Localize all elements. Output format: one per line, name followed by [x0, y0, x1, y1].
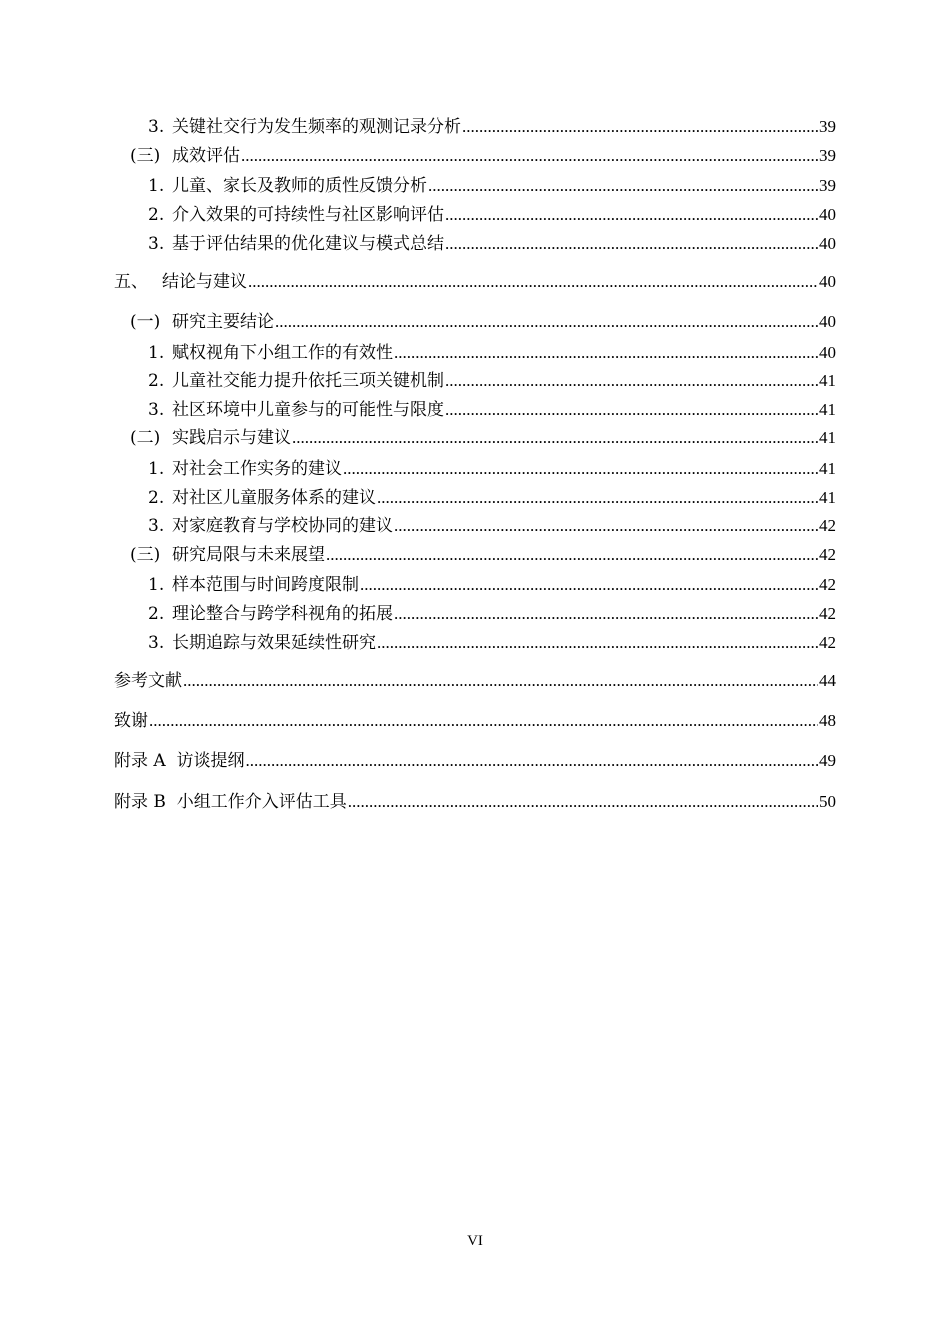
toc-entry-page: 42: [819, 545, 836, 564]
toc-entry[interactable]: [130, 145, 836, 167]
toc-entry-number: (三): [130, 545, 161, 565]
dot-leader: [394, 342, 818, 364]
toc-entry-page: 40: [819, 205, 836, 224]
toc-entry-page: 48: [819, 711, 836, 730]
toc-entry-number: 2.: [148, 604, 165, 624]
dot-leader: [149, 710, 818, 732]
dot-leader: [445, 399, 818, 421]
toc-entry-number: 3.: [148, 633, 165, 653]
toc-entry-number: 3.: [148, 516, 165, 536]
toc-entry-title: 关键社交行为发生频率的观测记录分析: [172, 117, 461, 137]
toc-entry-number: 3.: [148, 234, 165, 254]
toc-entry-number: (三): [130, 146, 161, 166]
dot-leader: [292, 427, 818, 449]
toc-entry-title: 成效评估: [172, 146, 240, 166]
toc-entry[interactable]: [148, 370, 836, 392]
toc-entry[interactable]: [148, 458, 836, 480]
toc-entry-page: 40: [819, 312, 836, 331]
dot-leader: [241, 145, 818, 167]
toc-entry-title: 附录 A 访谈提纲: [114, 751, 245, 771]
dot-leader: [326, 544, 818, 566]
dot-leader: [275, 311, 818, 333]
dot-leader: [428, 175, 818, 197]
toc-entry[interactable]: [114, 710, 836, 732]
toc-entry[interactable]: [130, 427, 836, 449]
dot-leader: [445, 370, 818, 392]
toc-entry-title: 基于评估结果的优化建议与模式总结: [172, 234, 444, 254]
toc-entry-title: 结论与建议: [162, 272, 247, 292]
toc-entry-title: 介入效果的可持续性与社区影响评估: [172, 205, 444, 225]
toc-entry-title: 长期追踪与效果延续性研究: [172, 633, 376, 653]
toc-entry-title: 致谢: [114, 711, 148, 731]
toc-entry[interactable]: [114, 791, 836, 813]
toc-entry-title: 研究局限与未来展望: [172, 545, 325, 565]
toc-entry[interactable]: [130, 311, 836, 333]
dot-leader: [445, 233, 818, 255]
toc-entry-title: 对家庭教育与学校协同的建议: [172, 516, 393, 536]
dot-leader: [462, 116, 818, 138]
toc-entry-page: 42: [819, 604, 836, 623]
toc-entry[interactable]: [114, 670, 836, 692]
toc-entry-page: 41: [819, 371, 836, 390]
dot-leader: [445, 204, 818, 226]
toc-entry-number: (二): [130, 428, 161, 448]
dot-leader: [377, 487, 818, 509]
dot-leader: [183, 670, 818, 692]
toc-entry-title: 社区环境中儿童参与的可能性与限度: [172, 400, 444, 420]
toc-entry-page: 41: [819, 459, 836, 478]
toc-entry-number: 2.: [148, 488, 165, 508]
toc-entry[interactable]: [148, 175, 836, 197]
toc-entry-title: 理论整合与跨学科视角的拓展: [172, 604, 393, 624]
toc-entry-title: 儿童、家长及教师的质性反馈分析: [172, 176, 427, 196]
toc-entry[interactable]: [130, 544, 836, 566]
toc-entry-page: 49: [819, 751, 836, 770]
toc-entry-number: 1.: [148, 459, 165, 479]
toc-entry[interactable]: [148, 487, 836, 509]
toc-entry[interactable]: [148, 574, 836, 596]
dot-leader: [377, 632, 818, 654]
toc-entry-title: 对社区儿童服务体系的建议: [172, 488, 376, 508]
dot-leader: [360, 574, 818, 596]
toc-entry[interactable]: [148, 399, 836, 421]
toc-entry-page: 42: [819, 575, 836, 594]
toc-entry-page: 42: [819, 516, 836, 535]
toc-entry[interactable]: [148, 116, 836, 138]
toc-entry-title: 实践启示与建议: [172, 428, 291, 448]
toc-entry-number: 3.: [148, 117, 165, 137]
toc-entry[interactable]: [148, 233, 836, 255]
toc-entry[interactable]: [114, 750, 836, 772]
toc-entry-number: 1.: [148, 176, 165, 196]
toc-entry[interactable]: [148, 603, 836, 625]
toc-entry-page: 39: [819, 176, 836, 195]
dot-leader: [246, 750, 819, 772]
toc-entry[interactable]: [114, 271, 836, 293]
dot-leader: [248, 271, 818, 293]
dot-leader: [343, 458, 818, 480]
toc-entry[interactable]: [148, 632, 836, 654]
toc-entry-page: 39: [819, 117, 836, 136]
toc-entry-title: 附录 B 小组工作介入评估工具: [114, 792, 347, 812]
toc-entry-number: (一): [130, 312, 161, 332]
dot-leader: [394, 515, 818, 537]
toc-entry-page: 41: [819, 428, 836, 447]
page-number: VI: [467, 1233, 483, 1249]
toc-entry-number: 1.: [148, 575, 165, 595]
toc-entry[interactable]: [148, 515, 836, 537]
toc-entry[interactable]: [148, 204, 836, 226]
toc-entry-title: 对社会工作实务的建议: [172, 459, 342, 479]
toc-entry-title: 样本范围与时间跨度限制: [172, 575, 359, 595]
toc-entry-page: 39: [819, 146, 836, 165]
toc-entry-page: 50: [819, 792, 836, 811]
toc-entry-number: 五、: [114, 272, 148, 292]
toc-entry-page: 40: [819, 272, 836, 291]
toc-entry-number: 2.: [148, 371, 165, 391]
toc-entry-page: 41: [819, 400, 836, 419]
toc-entry-page: 42: [819, 633, 836, 652]
toc-entry-title: 儿童社交能力提升依托三项关键机制: [172, 371, 444, 391]
toc-entry-title: 研究主要结论: [172, 312, 274, 332]
dot-leader: [394, 603, 818, 625]
toc-entry[interactable]: [148, 342, 836, 364]
toc-entry-title: 赋权视角下小组工作的有效性: [172, 343, 393, 363]
toc-entry-page: 44: [819, 671, 836, 690]
toc-entry-number: 2.: [148, 205, 165, 225]
toc-entry-title: 参考文献: [114, 671, 182, 691]
toc-entry-page: 40: [819, 343, 836, 362]
toc-entry-number: 1.: [148, 343, 165, 363]
toc-entry-page: 41: [819, 488, 836, 507]
toc-entry-page: 40: [819, 234, 836, 253]
toc-entry-number: 3.: [148, 400, 165, 420]
dot-leader: [348, 791, 818, 813]
